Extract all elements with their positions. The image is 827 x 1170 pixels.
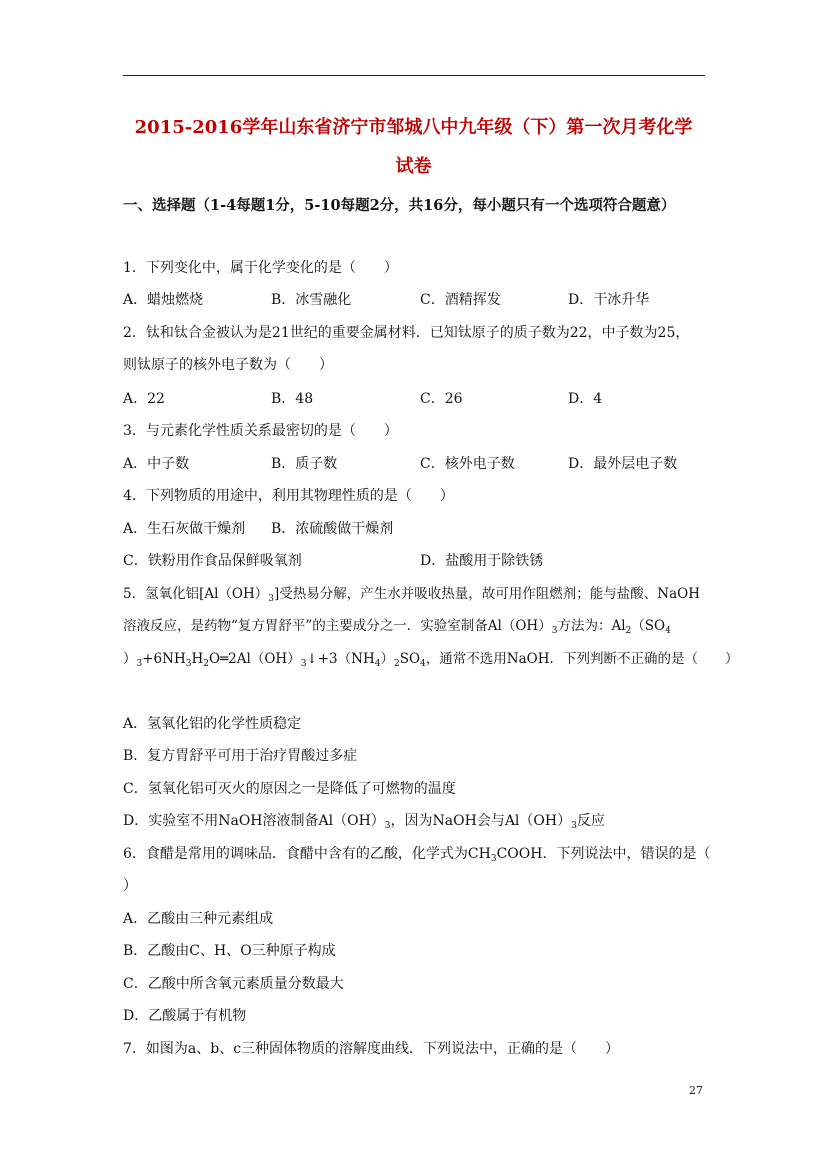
- question-3-stem: 3．与元素化学性质关系最密切的是（ ）: [123, 423, 398, 439]
- question-6-stem-line2: ）: [123, 878, 137, 894]
- question-6-option-a: A．乙酸由三种元素组成: [123, 911, 274, 927]
- question-2-option-a: A．22: [123, 391, 165, 407]
- question-1-stem: 1．下列变化中，属于化学变化的是（ ）: [123, 260, 398, 276]
- question-1-option-b: B．冰雪融化: [271, 292, 352, 308]
- question-4-option-c: C．铁粉用作食品保鲜吸氧剂: [123, 553, 302, 569]
- question-4-stem: 4．下列物质的用途中，利用其物理性质的是（ ）: [123, 488, 454, 504]
- question-5-option-d: D．实验室不用NaOH溶液制备$Al(OH)_3$，因为NaOH会与$Al(OH)_3$反应: [123, 813, 605, 831]
- question-6-option-c: C．乙酸中所含氧元素质量分数最大: [123, 976, 344, 992]
- question-5-option-a: A．氢氧化铝的化学性质稳定: [123, 716, 302, 732]
- header-rule: [123, 75, 705, 76]
- question-2-option-c: C．26: [420, 391, 463, 407]
- question-2-option-d: D．4: [568, 391, 603, 407]
- question-5-stem-line3: ）$_3+6NH_3H_2O═2Al(OH)_3↓+3(NH_4)_2SO_4$，通常不选用NaOH．下列判断不正确的是（ ）: [123, 651, 739, 669]
- question-4-option-a: A．生石灰做干燥剂: [123, 521, 246, 537]
- question-6-option-b: B．乙酸由C、H、O三种原子构成: [123, 943, 336, 959]
- question-7-stem: 7．如图为a、b、c三种固体物质的溶解度曲线．下列说法中，正确的是（ ）: [123, 1041, 620, 1057]
- exam-title-line1: 2015-2016学年山东省济宁市邹城八中九年级（下）第一次月考化学: [134, 117, 693, 138]
- question-1-option-c: C．酒精挥发: [420, 292, 501, 308]
- question-6-stem-line1: 6．食醋是常用的调味品．食醋中含有的乙酸，化学式为$CH_3COOH$．下列说法中，错误的是（: [123, 846, 711, 864]
- question-4-option-d: D．盐酸用于除铁锈: [420, 553, 544, 569]
- question-5-option-c: C．氢氧化铝可灭火的原因之一是降低了可燃物的温度: [123, 781, 456, 797]
- question-4-option-b: B．浓硫酸做干燥剂: [271, 521, 394, 537]
- exam-title-line2: 试卷: [395, 156, 432, 177]
- question-5-stem-line2: 溶液反应，是药物“复方胃舒平”的主要成分之一．实验室制备$Al(OH)_3$方法为：$Al_2(SO_4$: [123, 618, 671, 636]
- question-1-option-a: A．蜡烛燃烧: [123, 292, 204, 308]
- page-number: 27: [689, 1084, 703, 1097]
- question-2-stem-line1: 2．钛和钛合金被认为是21世纪的重要金属材料．已知钛原子的质子数为22，中子数为25，: [123, 325, 690, 341]
- question-6-option-d: D．乙酸属于有机物: [123, 1008, 247, 1024]
- question-3-option-c: C．核外电子数: [420, 456, 515, 472]
- question-5-option-b: B．复方胃舒平可用于治疗胃酸过多症: [123, 748, 358, 764]
- question-1-option-d: D．干冰升华: [568, 292, 650, 308]
- question-2-option-b: B．48: [271, 391, 314, 407]
- question-3-option-b: B．质子数: [271, 456, 338, 472]
- section-heading: 一、选择题（1-4每题1分，5-10每题2分，共16分，每小题只有一个选项符合题意）: [123, 197, 676, 214]
- question-5-stem-line1: 5．氢氧化铝$[Al(OH)_3]$受热易分解，产生水并吸收热量，故可用作阻燃剂；能与盐酸、NaOH: [123, 586, 700, 604]
- question-2-stem-line2: 则钛原子的核外电子数为（ ）: [123, 357, 333, 373]
- question-3-option-a: A．中子数: [123, 456, 190, 472]
- question-3-option-d: D．最外层电子数: [568, 456, 678, 472]
